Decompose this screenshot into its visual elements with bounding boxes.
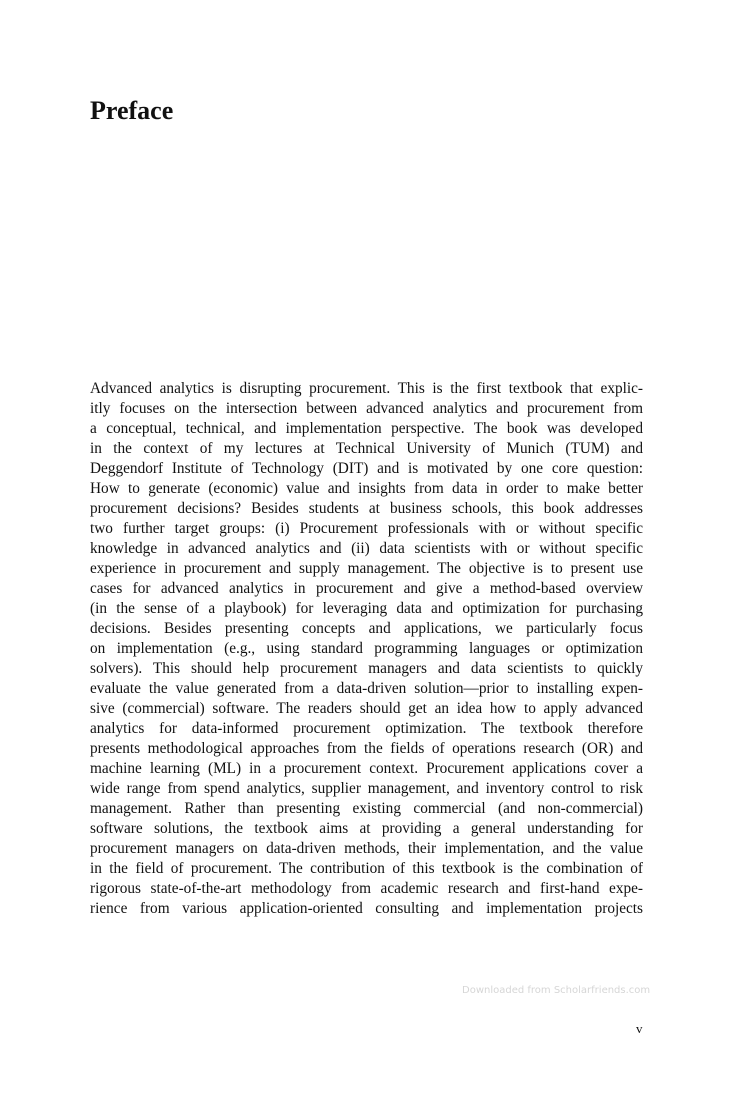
text-line: decisions. Besides presenting concepts and applications, we particularly focus [90,620,643,637]
text-line: in the context of my lectures at Technical University of Munich (TUM) and [90,440,643,457]
text-line: software solutions, the textbook aims at providing a general understanding for [90,820,643,837]
text-line: rience from various application-oriented consulting and implementation projects [90,900,643,917]
text-line: on implementation (e.g., using standard programming languages or optimization [90,640,643,657]
text-line: experience in procurement and supply management. The objective is to present use [90,560,643,577]
text-line: How to generate (economic) value and insights from data in order to make better [90,480,643,497]
text-line: in the field of procurement. The contribution of this textbook is the combination of [90,860,643,877]
text-line: itly focuses on the intersection between advanced analytics and procurement from [90,400,643,417]
text-line: (in the sense of a playbook) for leveraging data and optimization for purchasing [90,600,643,617]
text-line: analytics for data-informed procurement optimization. The textbook therefore [90,720,643,737]
text-line: cases for advanced analytics in procurement and give a method-based overview [90,580,643,597]
text-line: wide range from spend analytics, supplier management, and inventory control to risk [90,780,643,797]
preface-body [90,379,643,919]
download-watermark: Downloaded from Scholarfriends.com [462,985,651,996]
text-line: two further target groups: (i) Procurement professionals with or without specific [90,520,643,537]
text-line: machine learning (ML) in a procurement context. Procurement applications cover a [90,760,643,777]
page-title: Preface [90,96,174,125]
text-line: management. Rather than presenting existing commercial (and non-commercial) [90,800,643,817]
text-line: procurement managers on data-driven methods, their implementation, and the value [90,840,643,857]
text-line: Advanced analytics is disrupting procurement. This is the first textbook that explic- [90,380,643,397]
text-line: a conceptual, technical, and implementation perspective. The book was developed [90,420,643,437]
page-number: v [636,1021,643,1036]
text-line: sive (commercial) software. The readers should get an idea how to apply advanced [90,700,643,717]
text-line: solvers). This should help procurement managers and data scientists to quickly [90,660,643,677]
text-line: knowledge in advanced analytics and (ii) data scientists with or without specific [90,540,643,557]
text-line: Deggendorf Institute of Technology (DIT) and is motivated by one core question: [90,460,643,477]
text-line: presents methodological approaches from the fields of operations research (OR) and [90,740,643,757]
text-line: rigorous state-of-the-art methodology from academic research and first-hand expe- [90,880,643,897]
text-line: procurement decisions? Besides students at business schools, this book addresses [90,500,643,517]
text-line: evaluate the value generated from a data-driven solution—prior to installing expen- [90,680,643,697]
